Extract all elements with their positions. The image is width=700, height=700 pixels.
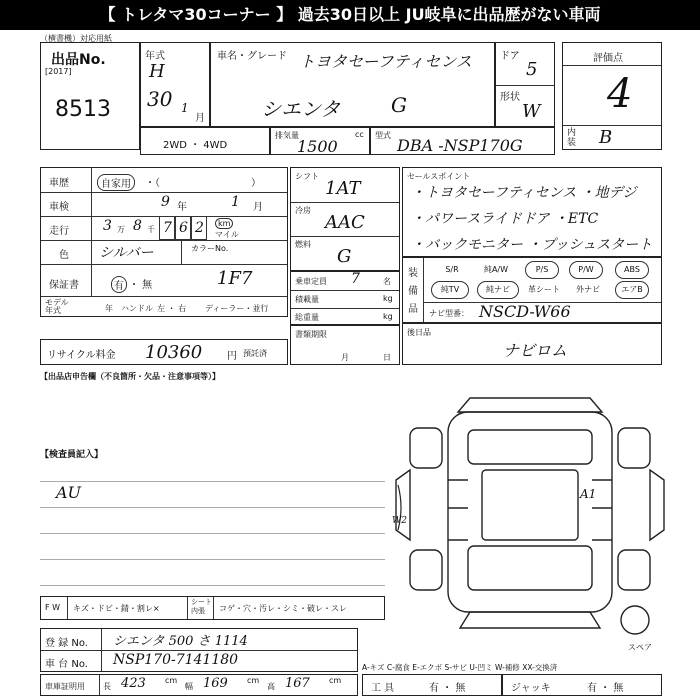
cert-width: 169 [203, 676, 228, 691]
info-table [40, 167, 288, 317]
capacity-value: 7 [351, 271, 360, 287]
year-month: 1 [181, 101, 189, 115]
inspection-month: 1 [231, 194, 240, 210]
shape-value: W [522, 101, 541, 122]
history-label: 車歴 [49, 178, 69, 189]
cert-label: 車庫証明用 [45, 682, 85, 691]
capacity-label: 乗車定員 [295, 277, 327, 286]
sales-point-1: ・トヨタセーフティセンス ・地デジ [411, 185, 637, 201]
model-year-dealer: ディーラー・並行 [205, 304, 269, 313]
doc-period-label: 書類期限 [295, 330, 327, 339]
history-close: ） [251, 178, 261, 189]
seat-label: シート [191, 598, 212, 606]
vehicle-box [210, 42, 495, 127]
equip-abs: ABS [615, 261, 649, 279]
equipment-label-b: 備 [408, 286, 418, 297]
aftermarket-label: 後日品 [407, 328, 431, 337]
warranty-no: ・ 無 [129, 280, 153, 291]
cert-height-label: 高 [267, 682, 275, 691]
shift-label: シフト [295, 172, 319, 181]
aftermarket-value: ナビロム [503, 341, 568, 360]
displacement-value: 1500 [297, 137, 338, 156]
gross-label: 総重量 [295, 313, 319, 322]
equip-airbag: エアB [615, 281, 649, 299]
chassis-value: NSP170-7141180 [113, 652, 239, 668]
displacement-box [270, 127, 370, 155]
sales-point-2: ・パワースライドドア ・ETC [411, 211, 599, 227]
door-box [495, 42, 555, 127]
inspection-label: 車検 [49, 202, 69, 213]
tools-box [362, 674, 502, 696]
model-year-hand-values: 左 ・ 右 [157, 304, 187, 313]
drive-label: 2WD ・ 4WD [163, 140, 228, 151]
gross-unit: kg [383, 312, 393, 321]
color-code: 1F7 [217, 268, 253, 289]
cert-width-unit: cm [247, 676, 260, 685]
lot-box [40, 42, 140, 150]
inspector-lines [40, 463, 385, 591]
drive-box [140, 127, 270, 155]
warranty-label: 保証書 [49, 280, 79, 291]
ac-label: 冷房 [295, 206, 311, 215]
shift-value: 1AT [325, 178, 361, 199]
load-label: 積載量 [295, 295, 319, 304]
recycle-note: 預託済 [243, 349, 267, 358]
jack-box [502, 674, 662, 696]
mileage-d2: 8 [133, 218, 142, 234]
spec-box [290, 167, 400, 271]
cert-box [40, 674, 358, 696]
vehicle-grade: G [391, 93, 407, 117]
navi-label: ナビ型番： [429, 309, 469, 318]
recycle-box [40, 339, 288, 365]
mileage-d5: 2 [195, 220, 204, 236]
year-era: H [149, 61, 165, 82]
recycle-value: 10360 [145, 342, 203, 363]
damage-mark-w2: W2 [392, 516, 407, 526]
displacement-label: 排気量 [275, 131, 299, 140]
mileage-label: 走行 [49, 226, 69, 237]
doc-period-month: 月 [341, 353, 349, 362]
seat-items: コゲ・穴・汚レ・シミ・破レ・スレ [219, 604, 347, 613]
recycle-label: リサイクル料金 [47, 350, 116, 361]
weights-box [290, 271, 400, 325]
spare-label: スペア [628, 643, 652, 652]
tools-label: 工 具 [371, 683, 395, 694]
model-code-box [370, 127, 555, 155]
equip-ext-navi: 外ナビ [576, 285, 600, 294]
vehicle-maker: トヨタセーフティセンス [299, 52, 472, 71]
color-code-label: カラーNo. [191, 244, 229, 253]
mileage-unit-mile: マイル [215, 230, 239, 239]
sales-points-box [402, 167, 662, 257]
tools-value: 有 ・ 無 [429, 683, 466, 694]
history-dot: ・（ [145, 178, 160, 189]
mileage-unit-km: km [215, 218, 233, 229]
model-year-label-a: モデル [45, 298, 69, 307]
chassis-label: 車 台 No. [45, 659, 88, 670]
displacement-unit: cc [355, 130, 364, 139]
history-value: 自家用 [97, 174, 135, 191]
mileage-d4: 6 [179, 220, 188, 236]
score-value: 4 [607, 71, 633, 117]
year-month-unit: 月 [195, 113, 205, 124]
lot-year-tag: [2017] [45, 67, 72, 76]
cert-width-label: 幅 [185, 682, 193, 691]
vehicle-model: シエンタ [261, 97, 341, 121]
cert-length-label: 長 [103, 682, 111, 691]
load-unit: kg [383, 294, 393, 303]
inspector-note: AU [56, 483, 82, 502]
aftermarket-box [402, 323, 662, 365]
floor-items: キズ・ドビ・錆・割レ× [73, 604, 160, 613]
cert-height: 167 [285, 676, 310, 691]
lot-number: 8513 [55, 97, 111, 122]
jack-label: ジャッキ [511, 683, 551, 694]
mileage-d1: 3 [103, 218, 112, 234]
model-year-label-b: 年式 [45, 306, 61, 315]
mileage-man: 万 [117, 225, 125, 234]
inspection-year-unit: 年 [177, 202, 187, 213]
year-box [140, 42, 210, 127]
score-box [562, 42, 662, 150]
fuel-label: 燃料 [295, 240, 311, 249]
warranty-yes: 有 [111, 276, 127, 293]
inspection-month-unit: 月 [253, 202, 263, 213]
equip-alloy-wheel: 純A/W [483, 265, 509, 274]
registration-label: 登 録 No. [45, 638, 88, 649]
door-value: 5 [526, 59, 538, 80]
equip-sr: S/R [445, 265, 459, 274]
lot-label: 出品No. [51, 52, 106, 68]
score-label: 評価点 [593, 53, 623, 64]
equip-ps: P/S [525, 261, 559, 279]
ac-value: AAC [325, 212, 365, 233]
color-label: 色 [59, 250, 69, 261]
banner: 【 トレタマ30コーナー 】 過去30日以上 JU岐阜に出品歴がない車両 [0, 0, 700, 30]
inspector-label: 【検査員記入】 [40, 450, 104, 460]
model-year-year: 年 [105, 304, 113, 313]
mileage-sen: 千 [147, 225, 155, 234]
color-value: シルバー [99, 245, 154, 261]
equipment-label-c: 品 [408, 304, 418, 315]
door-label: ドア [500, 51, 520, 62]
cert-length-unit: cm [165, 676, 178, 685]
cert-length: 423 [121, 676, 146, 691]
registration-value: シエンタ 500 さ 1114 [113, 634, 248, 649]
floor-label: F W [45, 603, 61, 612]
registration-box [40, 628, 358, 672]
recycle-unit: 円 [227, 351, 237, 362]
doc-period-box [290, 325, 400, 365]
equip-tv: 純TV [431, 281, 469, 299]
floor-row [40, 596, 385, 620]
seat-label-b: 内張 [191, 607, 205, 615]
model-code-value: DBA -NSP170G [397, 136, 523, 155]
equipment-box [402, 257, 662, 323]
jack-value: 有 ・ 無 [587, 683, 624, 694]
report-label: 【出品店申告欄（不良箇所・欠品・注意事項等）】 [40, 372, 220, 381]
year-label: 年式 [145, 51, 165, 62]
equip-pw: P/W [569, 261, 603, 279]
shape-label: 形状 [500, 92, 520, 103]
damage-legend: A-キズ C-腐食 E-エクボ S-サビ U-凹ミ W-補修 XX-交換済 [362, 663, 558, 672]
sales-point-3: ・バックモニター ・プッシュスタート [411, 237, 653, 253]
model-code-label: 型式 [375, 131, 391, 140]
navi-value: NSCD-W66 [479, 302, 571, 321]
cert-height-unit: cm [329, 676, 342, 685]
capacity-unit: 名 [383, 277, 391, 286]
inspection-year: 9 [161, 194, 170, 210]
doc-period-day: 日 [383, 353, 391, 362]
mileage-d3: 7 [163, 220, 172, 236]
fuel-value: G [337, 246, 352, 267]
vehicle-label: 車名・グレード [217, 51, 287, 62]
interior-label: 内装 [567, 128, 577, 148]
equip-navi: 純ナビ [477, 281, 519, 299]
damage-mark-a1: A1 [580, 487, 597, 501]
form-subtitle: （横書機）対応用紙 [40, 34, 112, 43]
interior-value: B [599, 127, 613, 148]
year-value: 30 [147, 87, 173, 111]
equipment-label-a: 装 [408, 268, 418, 279]
model-year-handle: ハンドル [121, 304, 153, 313]
equip-leather: 革シート [528, 285, 560, 294]
car-body-diagram [390, 390, 690, 650]
sales-points-label: セールスポイント [407, 172, 471, 181]
